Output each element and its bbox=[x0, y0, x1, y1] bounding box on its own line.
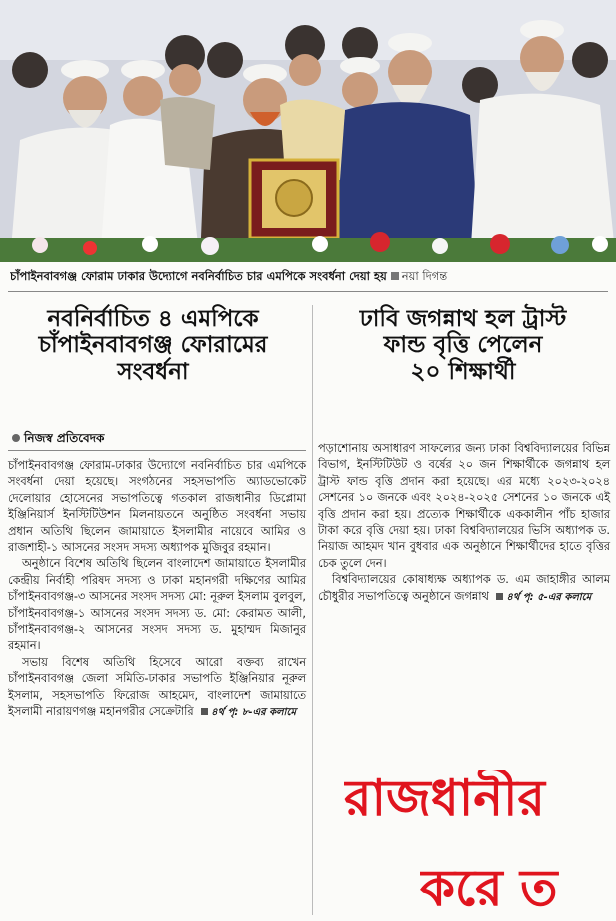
right-paragraph-1: পড়াশোনায় অসাধারণ সাফল্যের জন্য ঢাকা বিশ্ববিদ্যালয়ের বিভিন্ন বিভাগ, ইনস্টিটিউট ও বর্ষের ২০ জন শিক্ষার্থীকে জগন্নাথ হল ট্রাস্ট ফান্ড বৃত্তি প্রদান করা হয়েছে। এর মধ্যে ২০২৩-২০২৪ সেশনের ১০ জনকে এবং ২০২৪-২০২৫ সেশনের ১০ জনকে এই বৃত্তি প্রদান করা হয়। প্রত্যেক শিক্ষার্থীকে এককালীন পাঁচ হাজার টাকা করে বৃত্তি দেয়া হয়। ঢাকা বিশ্ববিদ্যালয়ের ভিসি অধ্যাপক ড. নিয়াজ আহমদ খান বুধবার এক অনুষ্ঠানে শিক্ষার্থীদের হাতে বৃত্তির চেক তুলে দেন। bbox=[318, 442, 610, 570]
left-headline bbox=[8, 306, 298, 385]
left-paragraph-3 bbox=[8, 655, 306, 722]
right-article-body bbox=[318, 441, 610, 606]
continued-text-right: ৪র্থ পৃ: ৫-এর কলামে bbox=[506, 591, 592, 603]
byline-text: নিজস্ব প্রতিবেদক bbox=[24, 431, 105, 445]
byline bbox=[12, 430, 104, 450]
left-paragraph-3-text: সভায় বিশেষ অতিথি হিসেবে আরো বক্তব্য রাখেন চাঁপাইনবাবগঞ্জ জেলা সমিতি-ঢাকার সভাপতি ইঞ্জিনিয়ার নূরুল ইসলাম, সহসভাপতি ফিরোজ আহমেদ, বাংলাদেশ জামায়াতে ইসলামী নারায়ণগঞ্জ মহানগরীর সেক্রেটারি bbox=[8, 655, 306, 719]
teaser-headline-line2: করে ত bbox=[420, 860, 558, 917]
caption-divider bbox=[8, 291, 608, 292]
photo-caption bbox=[10, 268, 610, 287]
teaser-headline-line1: রাজধানীর bbox=[344, 770, 545, 827]
right-paragraph-2-text: বিশ্ববিদ্যালয়ের কোষাধ্যক্ষ অধ্যাপক ড. এম জাহাঙ্গীর আলম চৌধুরীর সভাপতিত্বে অনুষ্ঠানে জগন্নাথ bbox=[318, 573, 610, 603]
square-bullet-icon bbox=[496, 593, 503, 600]
left-headline-line3: সংবর্ধনা bbox=[117, 358, 189, 385]
continued-note-right bbox=[492, 592, 591, 603]
right-headline-line3: ২০ শিক্ষার্থী bbox=[410, 358, 516, 385]
caption-credit: নয়া দিগন্ত bbox=[401, 269, 448, 283]
right-headline-line1: ঢাবি জগন্নাথ হল ট্রাস্ট bbox=[359, 306, 567, 332]
bullet-icon bbox=[12, 434, 20, 442]
ceremony-photo-illustration bbox=[0, 0, 616, 262]
right-paragraph-2 bbox=[318, 572, 610, 606]
caption-text: চাঁপাইনবাবগঞ্জ ফোরাম ঢাকার উদ্যোগে নবনির্বাচিত চার এমপিকে সংবর্ধনা দেয়া হয় bbox=[10, 269, 387, 283]
square-bullet-icon bbox=[201, 708, 208, 715]
continued-text-left: ৪র্থ পৃ: ৮-এর কলামে bbox=[211, 707, 297, 719]
right-headline-line2: ফান্ড বৃত্তি পেলেন bbox=[383, 332, 543, 359]
left-headline-line1: নবনির্বাচিত ৪ এমপিকে bbox=[47, 306, 259, 332]
square-bullet-icon bbox=[391, 272, 399, 280]
right-headline bbox=[318, 306, 608, 385]
continued-note-left bbox=[197, 707, 296, 718]
news-photo bbox=[0, 0, 616, 262]
column-divider bbox=[312, 305, 313, 915]
left-paragraph-1: চাঁপাইনবাবগঞ্জ ফোরাম-ঢাকার উদ্যোগে নবনির্বাচিত চার এমপিকে সংবর্ধনা দেয়া হয়েছে। সংগঠনের সহসভাপতি অ্যাডভোকেট দেলোয়ার হোসেনের সভাপতিত্বে গতকাল রাজধানীর ডিপ্লোমা ইঞ্জিনিয়ার্স ইনস্টিটিউশন মিলনায়তনে অনুষ্ঠিত সংবর্ধনা সভায় প্রধান অতিথি ছিলেন জামায়াতে ইসলামীর নায়েবে আমির ও রাজশাহী-১ আসনের সংসদ সদস্য অধ্যাপক মুজিবুর রহমান। bbox=[8, 459, 307, 555]
left-paragraph-2: অনুষ্ঠানে বিশেষ অতিথি ছিলেন বাংলাদেশ জামায়াতে ইসলামীর কেন্দ্রীয় নির্বাহী পরিষদ সদস্য ও ঢাকা মহানগরী দক্ষিণের আমির চাঁপাইনবাবগঞ্জ-৩ আসনের সংসদ সদস্য মো: নূরুল ইসলাম বুলবুল, চাঁপাইনবাবগঞ্জ-১ আসনের সংসদ সদস্য ড. মো: কেরামত আলী, চাঁপাইনবাবগঞ্জ-২ আসনের সংসদ সদস্য ড. মুহাম্মদ মিজানুর রহমান। bbox=[8, 557, 306, 653]
left-article-body bbox=[8, 458, 306, 722]
byline-divider bbox=[8, 450, 306, 451]
left-headline-line2: চাঁপাইনবাবগঞ্জ ফোরামের bbox=[38, 332, 268, 359]
